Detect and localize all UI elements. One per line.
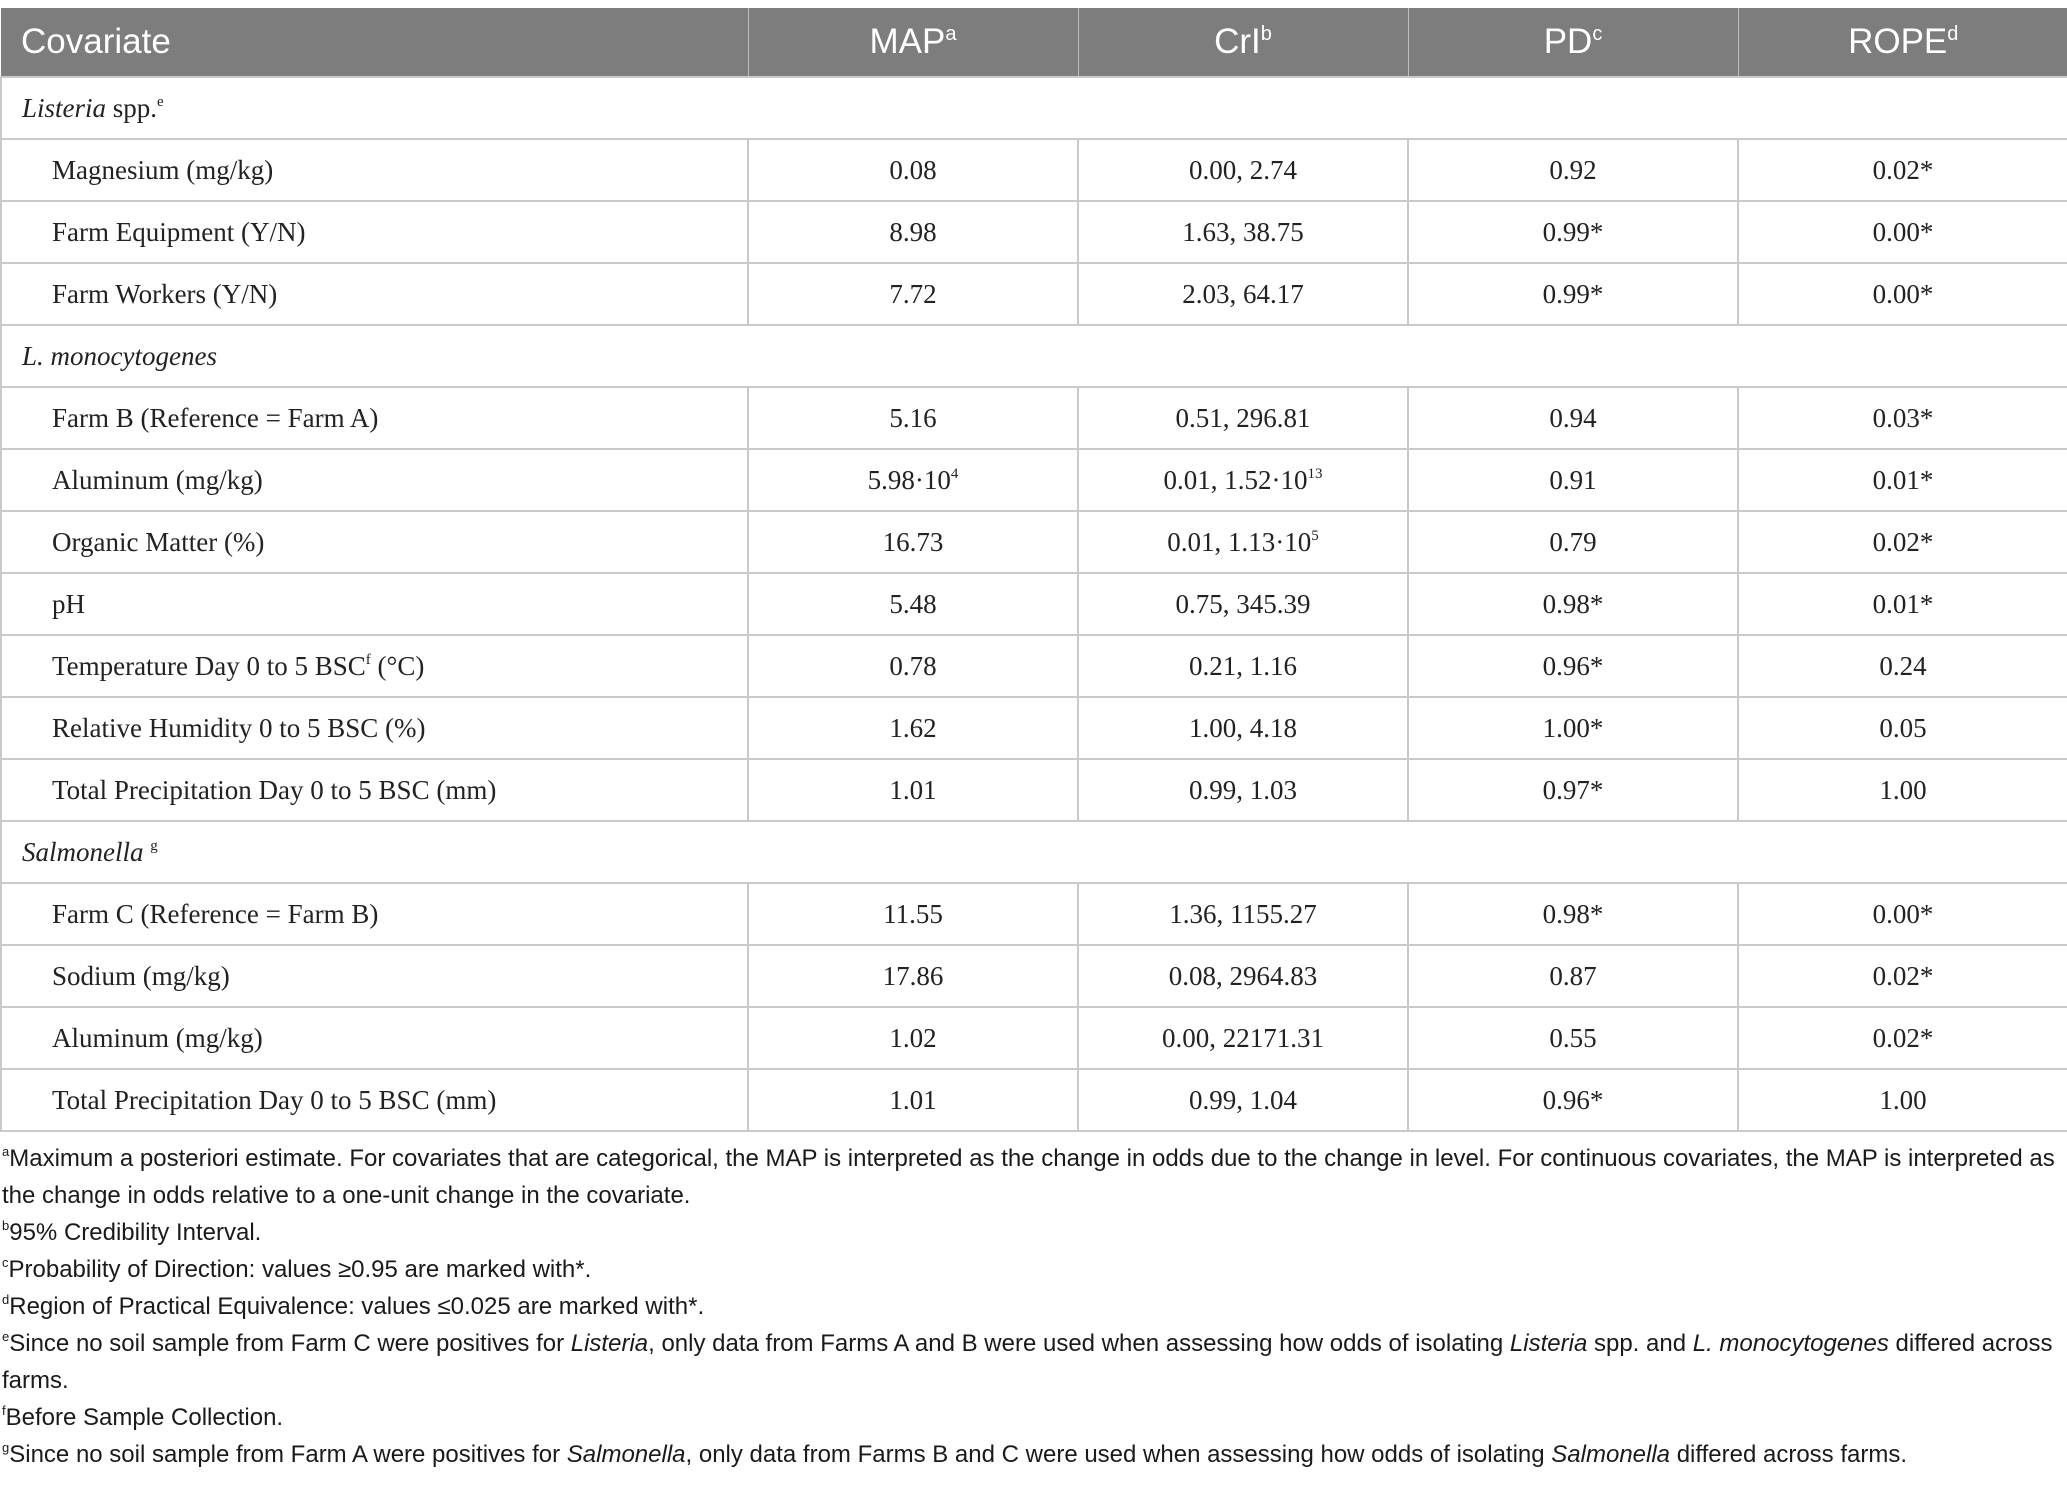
- covariate-unit: (°C): [370, 650, 425, 681]
- header-row: [1, 8, 2067, 77]
- footnote-mark: c: [2, 1255, 9, 1270]
- header-map: MAP$^a$: [748, 8, 1078, 77]
- cell-covariate: [1, 139, 748, 201]
- footnote-text: Salmonella: [566, 1441, 686, 1468]
- cell-cri: 0.08, 2964.83: [1078, 945, 1408, 1007]
- covariate-text: Farm Equipment (Y/N): [52, 216, 306, 247]
- cell-map: 5.16: [748, 387, 1078, 449]
- table-row: [1, 573, 2067, 635]
- covariate-text: Magnesium (mg/kg): [52, 154, 274, 185]
- cell-cri: 0.99, 1.04: [1078, 1069, 1408, 1131]
- cell-map: 17.86: [748, 945, 1078, 1007]
- header-covariate: Covariate: [1, 8, 748, 77]
- cell-map: 0.08: [748, 139, 1078, 201]
- footnote-text: Since no soil sample from Farm A were positives for: [9, 1441, 567, 1468]
- table-body: [1, 77, 2067, 1131]
- group-label: [1, 77, 2067, 139]
- cell-cri: 0.75, 345.39: [1078, 573, 1408, 635]
- cell-map: 1.02: [748, 1007, 1078, 1069]
- footnote-text: differed across farms.: [2, 1330, 2053, 1394]
- footnote-text: Listeria: [1509, 1330, 1588, 1357]
- table-row: [1, 697, 2067, 759]
- table-row: [1, 635, 2067, 697]
- cell-rope: 0.24: [1738, 635, 2067, 697]
- table-row: [1, 511, 2067, 573]
- footnote-text: L. monocytogenes: [1692, 1330, 1889, 1357]
- cell-pd: 0.87: [1408, 945, 1738, 1007]
- footnote-text: , only data from Farms B and C were used when assessing how odds of isolating: [685, 1441, 1552, 1468]
- cell-covariate: [1, 201, 748, 263]
- table-row: [1, 387, 2067, 449]
- group-label: [1, 325, 2067, 387]
- covariate-text: Organic Matter (%): [52, 526, 265, 557]
- footnote: [2, 1288, 2057, 1325]
- footnote: [2, 1140, 2057, 1214]
- covariate-text: Relative Humidity 0 to 5 BSC (%): [52, 712, 426, 743]
- cell-covariate: [1, 511, 748, 573]
- cell-covariate: [1, 883, 748, 945]
- covariate-text: Aluminum (mg/kg): [52, 464, 263, 495]
- cell-pd: 0.96*: [1408, 635, 1738, 697]
- cell-covariate: [1, 697, 748, 759]
- footnote-mark: a: [2, 1144, 10, 1159]
- cell-cri: 0.99, 1.03: [1078, 759, 1408, 821]
- footnote: [2, 1325, 2057, 1399]
- cell-pd: 0.55: [1408, 1007, 1738, 1069]
- cell-covariate: [1, 573, 748, 635]
- cell-pd: 0.96*: [1408, 1069, 1738, 1131]
- cell-pd: 0.94: [1408, 387, 1738, 449]
- table-row: [1, 759, 2067, 821]
- group-name: Salmonella: [22, 836, 144, 867]
- cell-rope: 0.00*: [1738, 201, 2067, 263]
- group-name-suffix: spp.: [106, 92, 158, 123]
- cell-rope: 0.03*: [1738, 387, 2067, 449]
- cell-pd: 0.99*: [1408, 263, 1738, 325]
- cell-map: 1.01: [748, 759, 1078, 821]
- group-label: [1, 821, 2067, 883]
- cell-map: 5.48: [748, 573, 1078, 635]
- cell-map: $5.98\cdot 10^4$: [748, 449, 1078, 511]
- cell-pd: 1.00*: [1408, 697, 1738, 759]
- cell-rope: 1.00: [1738, 1069, 2067, 1131]
- cell-covariate: [1, 263, 748, 325]
- cell-covariate: [1, 945, 748, 1007]
- footnote-text: , only data from Farms A and B were used when assessing how odds of isolating: [648, 1330, 1510, 1357]
- cell-pd: 0.91: [1408, 449, 1738, 511]
- table-row: [1, 201, 2067, 263]
- covariate-text: pH: [52, 588, 85, 619]
- covariate-text: Aluminum (mg/kg): [52, 1022, 263, 1053]
- cell-rope: 0.01*: [1738, 449, 2067, 511]
- cell-map: 16.73: [748, 511, 1078, 573]
- cell-cri: 0.00, 2.74: [1078, 139, 1408, 201]
- cell-rope: 1.00: [1738, 759, 2067, 821]
- footnote: [2, 1214, 2057, 1251]
- footnote-mark: f: [2, 1403, 6, 1418]
- cell-rope: 0.00*: [1738, 263, 2067, 325]
- cell-covariate: [1, 1069, 748, 1131]
- cell-cri: 0.00, 22171.31: [1078, 1007, 1408, 1069]
- footnote-mark: d: [2, 1292, 10, 1307]
- cell-rope: 0.01*: [1738, 573, 2067, 635]
- cell-covariate: [1, 449, 748, 511]
- group-name: L. monocytogenes: [22, 340, 217, 371]
- table-row: [1, 1069, 2067, 1131]
- footnote-text: Listeria: [570, 1330, 649, 1357]
- cell-pd: 0.92: [1408, 139, 1738, 201]
- group-row: [1, 77, 2067, 139]
- footnote-text: Region of Practical Equivalence: values ≤0.025 are marked with*.: [9, 1293, 705, 1320]
- footnotes: [2, 1140, 2057, 1473]
- cell-covariate: [1, 387, 748, 449]
- group-row: [1, 325, 2067, 387]
- cell-cri: 1.00, 4.18: [1078, 697, 1408, 759]
- footnote: [2, 1436, 2057, 1473]
- cell-map: 11.55: [748, 883, 1078, 945]
- cell-covariate: [1, 759, 748, 821]
- footnote-mark: e: [2, 1329, 10, 1344]
- header-pd: $PD^c$: [1408, 8, 1738, 77]
- footnote-text: differed across farms.: [1670, 1441, 1908, 1468]
- cell-map: 1.01: [748, 1069, 1078, 1131]
- cell-cri: 0.01, $1.13\cdot 10^5$: [1078, 511, 1408, 573]
- footnote-text: Salmonella: [1551, 1441, 1671, 1468]
- cell-pd: 0.97*: [1408, 759, 1738, 821]
- header-cri: CrI$^b$: [1078, 8, 1408, 77]
- cell-cri: 2.03, 64.17: [1078, 263, 1408, 325]
- cell-map: 1.62: [748, 697, 1078, 759]
- footnote-text: Before Sample Collection.: [5, 1404, 284, 1431]
- footnote-text: 95% Credibility Interval.: [9, 1219, 262, 1246]
- cell-map: 0.78: [748, 635, 1078, 697]
- cell-map: 7.72: [748, 263, 1078, 325]
- covariate-footnote-mark: f: [365, 651, 371, 668]
- cell-cri: 0.21, 1.16: [1078, 635, 1408, 697]
- cell-rope: 0.05: [1738, 697, 2067, 759]
- cell-pd: 0.98*: [1408, 573, 1738, 635]
- cell-covariate: [1, 635, 748, 697]
- table-row: [1, 449, 2067, 511]
- table-row: [1, 945, 2067, 1007]
- cell-map: 8.98: [748, 201, 1078, 263]
- table-row: [1, 139, 2067, 201]
- footnote-text: Probability of Direction: values ≥0.95 are marked with*.: [8, 1256, 592, 1283]
- cell-pd: 0.99*: [1408, 201, 1738, 263]
- group-footnote-mark: g: [150, 837, 158, 854]
- group-row: [1, 821, 2067, 883]
- covariate-text: Sodium (mg/kg): [52, 960, 230, 991]
- cell-pd: 0.98*: [1408, 883, 1738, 945]
- footnote-text: spp. and: [1587, 1330, 1693, 1357]
- group-name: Listeria: [22, 92, 107, 123]
- cell-rope: 0.02*: [1738, 945, 2067, 1007]
- footnote: [2, 1399, 2057, 1436]
- cell-rope: 0.02*: [1738, 1007, 2067, 1069]
- table-row: [1, 883, 2067, 945]
- covariate-text: Farm Workers (Y/N): [52, 278, 278, 309]
- footnote-mark: g: [2, 1440, 10, 1455]
- cell-rope: 0.02*: [1738, 139, 2067, 201]
- cell-rope: 0.02*: [1738, 511, 2067, 573]
- cell-cri: 0.51, 296.81: [1078, 387, 1408, 449]
- covariate-text: Total Precipitation Day 0 to 5 BSC (mm): [52, 1084, 497, 1115]
- header-rope: ROPE$^d$: [1738, 8, 2067, 77]
- footnote-text: Since no soil sample from Farm C were positives for: [9, 1330, 571, 1357]
- cell-cri: 1.63, 38.75: [1078, 201, 1408, 263]
- table-row: [1, 263, 2067, 325]
- cell-covariate: [1, 1007, 748, 1069]
- table-row: [1, 1007, 2067, 1069]
- group-footnote-mark: e: [157, 93, 164, 110]
- covariate-text: Farm C (Reference = Farm B): [52, 898, 379, 929]
- results-table: [0, 8, 2067, 1132]
- cell-cri: 1.36, 1155.27: [1078, 883, 1408, 945]
- covariate-text: Total Precipitation Day 0 to 5 BSC (mm): [52, 774, 497, 805]
- cell-cri: 0.01, $1.52\cdot 10^{13}$: [1078, 449, 1408, 511]
- covariate-text: Farm B (Reference = Farm A): [52, 402, 379, 433]
- cell-pd: 0.79: [1408, 511, 1738, 573]
- cell-rope: 0.00*: [1738, 883, 2067, 945]
- footnote: [2, 1251, 2057, 1288]
- footnote-mark: b: [2, 1218, 10, 1233]
- footnote-text: Maximum a posteriori estimate. For covariates that are categorical, the MAP is interpreted as the change in odds due to the change in level. For continuous covariates, the MAP is interpreted as the change in odds relative to a one-unit change in the covariate.: [2, 1145, 2055, 1209]
- covariate-text: Temperature Day 0 to 5 BSC: [52, 650, 366, 681]
